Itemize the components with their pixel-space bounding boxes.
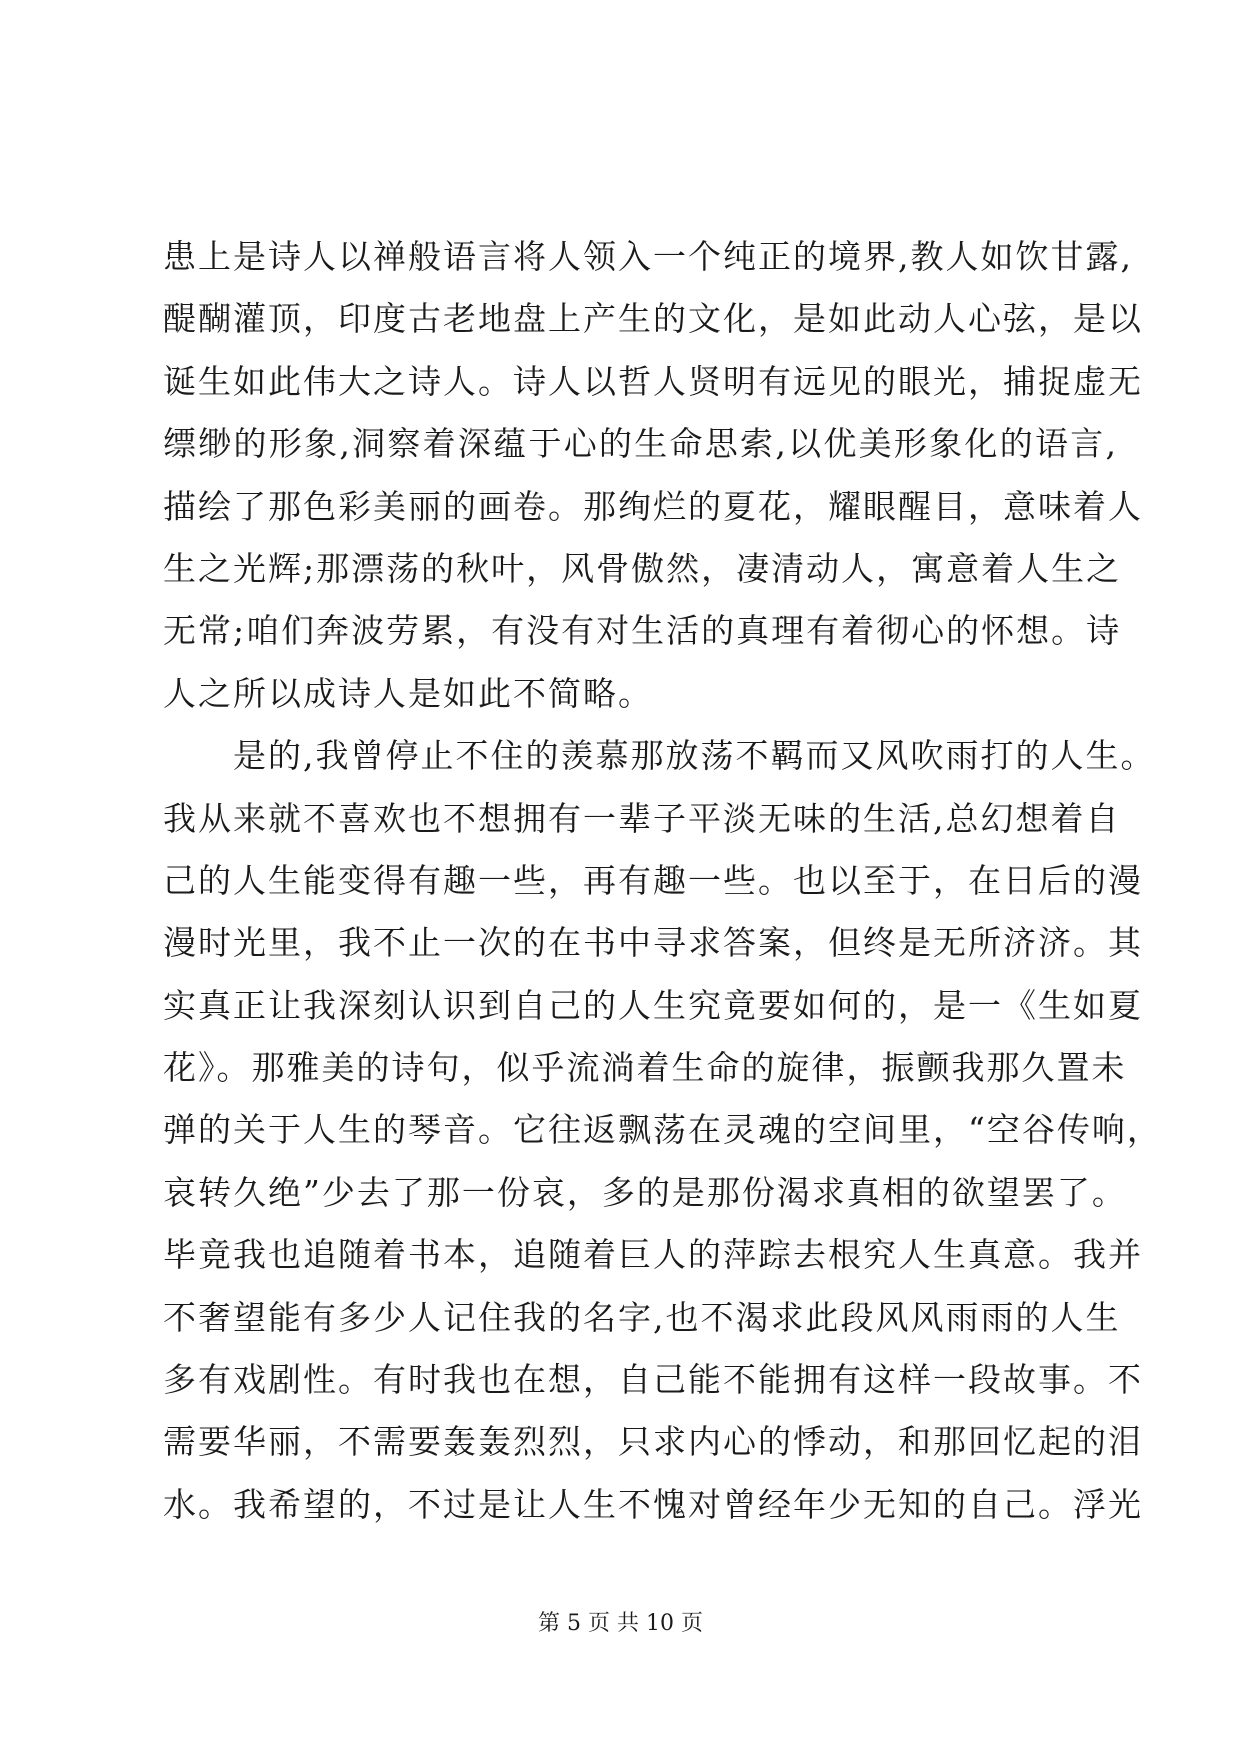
text-line: 描绘了那色彩美丽的画卷。那绚烂的夏花，耀眼醒目，意味着人 <box>163 486 1143 526</box>
text-line: 水。我希望的，不过是让人生不愧对曾经年少无知的自己。浮光 <box>163 1484 1143 1524</box>
text-line: 患上是诗人以禅般语言将人领入一个纯正的境界,教人如饮甘露, <box>163 237 1133 276</box>
text-line: 毕竟我也追随着书本，追随着巨人的萍踪去根究人生真意。我并 <box>163 1235 1143 1275</box>
text-line: 漫时光里，我不止一次的在书中寻求答案，但终是无所济济。其 <box>163 923 1143 963</box>
text-line: 实真正让我深刻认识到自己的人生究竟要如何的，是一《生如夏 <box>163 985 1143 1025</box>
text-line: 我从来就不喜欢也不想拥有一辈子平淡无味的生活,总幻想着自 <box>163 798 1121 838</box>
page-number-footer: 第 5 页 共 10 页 <box>538 1611 703 1636</box>
text-line: 不奢望能有多少人记住我的名字,也不渴求此段风风雨雨的人生 <box>163 1297 1121 1337</box>
text-line: 生之光辉;那漂荡的秋叶，风骨傲然，凄清动人，寓意着人生之 <box>163 548 1122 588</box>
text-line: 醍醐灌顶，印度古老地盘上产生的文化，是如此动人心弦，是以 <box>163 299 1143 339</box>
text-line: 花》。那雅美的诗句，似乎流淌着生命的旋律，振颤我那久置未 <box>163 1048 1127 1088</box>
text-line: 己的人生能变得有趣一些，再有趣一些。也以至于，在日后的漫 <box>163 860 1143 900</box>
text-line: 人之所以成诗人是如此不简略。 <box>163 673 653 713</box>
text-line: 多有戏剧性。有时我也在想，自己能不能拥有这样一段故事。不 <box>163 1360 1143 1400</box>
paragraph-first-line: 是的,我曾停止不住的羡慕那放荡不羁而又风吹雨打的人生。 <box>233 736 1156 776</box>
text-line: 需要华丽，不需要轰轰烈烈，只求内心的悸动，和那回忆起的泪 <box>163 1422 1143 1462</box>
text-line: 无常;咱们奔波劳累，有没有对生活的真理有着彻心的怀想。诗 <box>163 611 1122 651</box>
text-line: 弹的关于人生的琴音。它往返飘荡在灵魂的空间里，“空谷传响， <box>163 1110 1162 1150</box>
body-text <box>163 226 1162 1536</box>
text-line: 哀转久绝”少去了那一份哀，多的是那份渴求真相的欲望罢了。 <box>163 1172 1127 1212</box>
text-line: 诞生如此伟大之诗人。诗人以哲人贤明有远见的眼光，捕捉虚无 <box>163 361 1143 401</box>
text-line: 缥缈的形象,洞察着深蕴于心的生命思索,以优美形象化的语言, <box>163 424 1118 464</box>
